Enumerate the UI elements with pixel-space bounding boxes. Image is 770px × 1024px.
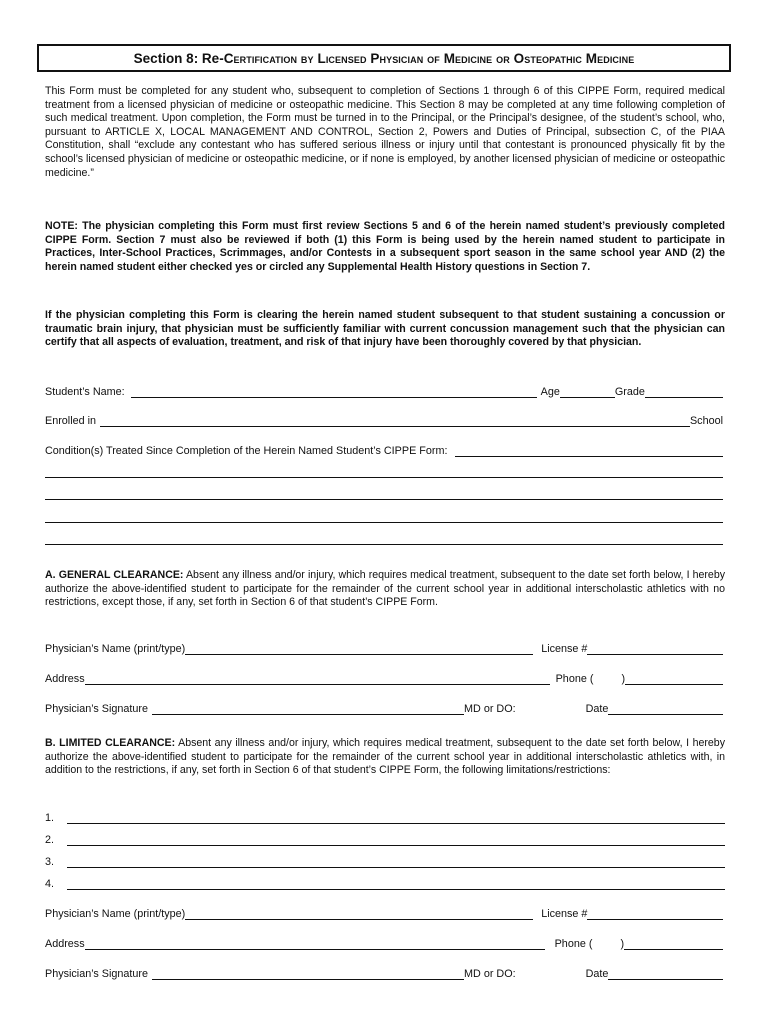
restriction-field[interactable] xyxy=(67,834,725,846)
general-signature-row xyxy=(45,701,723,715)
school-field[interactable] xyxy=(100,415,690,427)
conditions-field-1[interactable] xyxy=(455,445,723,457)
grade-field[interactable] xyxy=(645,386,723,398)
license-label: License # xyxy=(541,643,588,655)
physician-name-label: Physician’s Name (print/type) xyxy=(45,643,186,655)
section-title-rest: Certification by Licensed Physician of Medicine or Osteopathic Medicine xyxy=(223,50,635,66)
section-title xyxy=(37,44,731,72)
restriction-field[interactable] xyxy=(67,812,725,824)
physician-name-label: Physician’s Name (print/type) xyxy=(45,908,186,920)
conditions-label: Condition(s) Treated Since Completion of the Herein Named Student’s CIPPE Form: xyxy=(45,445,448,457)
restriction-row-2 xyxy=(45,832,725,846)
enrolled-row xyxy=(45,413,723,427)
limited-signature-row xyxy=(45,966,723,980)
signature-label: Physician’s Signature xyxy=(45,703,149,715)
date-field[interactable] xyxy=(608,968,723,980)
address-label: Address xyxy=(45,938,85,950)
phone-label: Phone ( xyxy=(555,673,594,685)
restriction-row-4 xyxy=(45,876,725,890)
conditions-line-2[interactable] xyxy=(45,477,723,478)
restriction-number: 1. xyxy=(45,812,55,824)
date-label: Date xyxy=(585,703,609,715)
general-clearance-heading: A. GENERAL CLEARANCE: xyxy=(45,569,184,581)
address-label: Address xyxy=(45,673,85,685)
date-field[interactable] xyxy=(608,703,723,715)
limited-address-row xyxy=(45,936,723,950)
concussion-paragraph: If the physician completing this Form is clearing the herein named student subsequent to that student sustaining a concussion or traumatic brain injury, that physician must be sufficiently familiar with current concussion management such that the physician can certify that all aspects of evaluation, treatment, and risk of that injury have been thoroughly covered by that physician. xyxy=(45,309,725,349)
license-field[interactable] xyxy=(587,643,723,655)
section-title-main: Section 8: Re- xyxy=(133,50,224,66)
age-label: Age xyxy=(540,386,560,398)
age-field[interactable] xyxy=(560,386,615,398)
general-address-row xyxy=(45,671,723,685)
limited-clearance-text: Absent any illness and/or injury, which requires medical treatment, subsequent to the date set forth below, I hereby authorize the above-identified student to participate for the remainder of the current school year in additional interscholastic athletics with, in addition to the restrictions, if any, set forth in Section 6 of that student’s CIPPE Form, the following limitations/restrictions: xyxy=(45,737,725,777)
note-paragraph: NOTE: The physician completing this Form must first review Sections 5 and 6 of the herein named student’s previously completed CIPPE Form. Section 7 must also be reviewed if both (1) this Form is being used by the herein named student to participate in Practices, Inter-School Practices, Scrimmages, and/or Contests in a subsequent sport season in the same school year AND (2) the herein named student either checked yes or circled any Supplemental Health History questions in Section 7. xyxy=(45,220,725,273)
limited-physician-name-row xyxy=(45,906,723,920)
student-info-row xyxy=(45,384,723,398)
grade-label: Grade xyxy=(614,386,645,398)
limited-clearance-heading: B. LIMITED CLEARANCE: xyxy=(45,737,176,749)
restriction-field[interactable] xyxy=(67,856,725,868)
signature-field[interactable] xyxy=(152,703,464,715)
phone-field[interactable] xyxy=(625,673,723,685)
physician-name-field[interactable] xyxy=(185,643,533,655)
student-name-label: Student’s Name: xyxy=(45,386,125,398)
conditions-line-3[interactable] xyxy=(45,499,723,500)
restriction-row-1 xyxy=(45,810,725,824)
conditions-line-4[interactable] xyxy=(45,522,723,523)
physician-name-field[interactable] xyxy=(185,908,533,920)
date-label: Date xyxy=(585,968,609,980)
student-name-field[interactable] xyxy=(131,386,537,398)
phone-close-label: ) xyxy=(620,938,625,950)
license-label: License # xyxy=(541,908,588,920)
phone-label: Phone ( xyxy=(554,938,593,950)
general-clearance-paragraph xyxy=(45,569,725,610)
address-field[interactable] xyxy=(85,938,545,950)
phone-close-label: ) xyxy=(621,673,626,685)
conditions-line-5[interactable] xyxy=(45,544,723,545)
license-field[interactable] xyxy=(587,908,723,920)
general-physician-name-row xyxy=(45,641,723,655)
restriction-row-3 xyxy=(45,854,725,868)
enrolled-label: Enrolled in xyxy=(45,415,97,427)
restriction-number: 2. xyxy=(45,834,55,846)
school-label: School xyxy=(689,415,723,427)
signature-field[interactable] xyxy=(152,968,464,980)
address-field[interactable] xyxy=(85,673,550,685)
general-clearance-text: Absent any illness and/or injury, which requires medical treatment, subsequent to the date set forth below, I hereby authorize the above-identified student to participate for the remainder of the current school year in additional interscholastic athletics with no restrictions, except those, if any, set forth in Section 6 of that student’s CIPPE Form. xyxy=(45,569,726,609)
md-do-label: MD or DO: xyxy=(464,703,516,715)
signature-label: Physician’s Signature xyxy=(45,968,149,980)
md-do-label: MD or DO: xyxy=(464,968,516,980)
conditions-row xyxy=(45,443,723,457)
intro-paragraph: This Form must be completed for any student who, subsequent to completion of Sections 1 through 6 of this CIPPE Form, required medical treatment from a licensed physician of medicine or osteopathic medicine. This Section 8 may be completed at any time following completion of such medical treatment. Upon completion, the Form must be turned in to the Principal, or the Principal’s designee, of the student’s school, who, pursuant to ARTICLE X, LOCAL MANAGEMENT AND CONTROL, Section 2, Powers and Duties of Principal, subsection C, of the PIAA Constitution, shall “exclude any contestant who has suffered serious illness or injury until that contestant is pronounced physically fit by the school’s licensed physician of medicine or osteopathic medicine, or if none is employed, by another licensed physician of medicine or osteopathic medicine.” xyxy=(45,85,725,179)
restriction-number: 3. xyxy=(45,856,55,868)
restriction-number: 4. xyxy=(45,878,55,890)
restriction-field[interactable] xyxy=(67,878,725,890)
phone-field[interactable] xyxy=(624,938,723,950)
limited-clearance-paragraph xyxy=(45,737,725,778)
